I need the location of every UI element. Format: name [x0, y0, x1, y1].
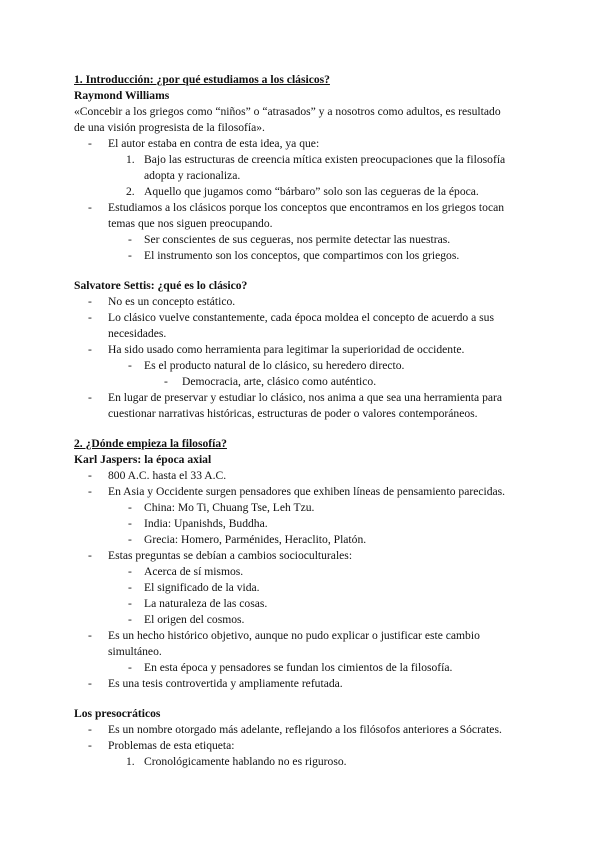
list-item: - Problemas de esta etiqueta: — [88, 739, 235, 752]
presocraticos-title: Los presocráticos — [74, 707, 161, 720]
numbered-item: 2. Aquello que jugamos como “bárbaro” solo son las cegueras de la época. — [126, 185, 479, 198]
dash-marker: - — [88, 137, 92, 150]
list-item-continuation: simultáneo. — [108, 645, 162, 658]
list-item: - En Asia y Occidente surgen pensadores que exhiben líneas de pensamiento parecidas. — [88, 485, 506, 498]
numbered-item: 1. Cronológicamente hablando no es riguroso. — [126, 755, 347, 768]
dash-marker: - — [88, 311, 92, 324]
list-item: - Lo clásico vuelve constantemente, cada época moldea el concepto de acuerdo a sus — [88, 311, 494, 324]
section-2-heading: 2. ¿Dónde empieza la filosofía? — [74, 437, 227, 450]
williams-quote-line-1: «Concebir a los griegos como “niños” o “atrasados” y a nosotros como adultos, es resultado — [74, 105, 501, 118]
sub-list-item: - Ser conscientes de sus cegueras, nos permite detectar las nuestras. — [128, 233, 451, 246]
section-1-heading: 1. Introducción: ¿por qué estudiamos a los clásicos? — [74, 73, 330, 86]
dash-marker: - — [88, 739, 92, 752]
dash-marker: - — [128, 581, 132, 594]
number-marker: 1. — [126, 755, 135, 768]
williams-quote-line-2: de una visión progresista de la filosofía». — [74, 121, 265, 134]
document-page — [74, 72, 534, 770]
sub-list-item: - El significado de la vida. — [128, 581, 260, 594]
sub-list-item: - Acerca de sí mismos. — [128, 565, 244, 578]
dash-marker: - — [128, 597, 132, 610]
dash-marker: - — [128, 613, 132, 626]
dash-marker: - — [128, 359, 132, 372]
number-marker: 2. — [126, 185, 135, 198]
list-item: - Ha sido usado como herramienta para legitimar la superioridad de occidente. — [88, 343, 465, 356]
dash-marker: - — [88, 295, 92, 308]
dash-marker: - — [164, 375, 168, 388]
number-marker: 1. — [126, 153, 135, 166]
settis-title: Salvatore Settis: ¿qué es lo clásico? — [74, 279, 248, 292]
list-item: - Es una tesis controvertida y ampliamente refutada. — [88, 677, 343, 690]
sub-list-item: - En esta época y pensadores se fundan los cimientos de la filosofía. — [128, 661, 453, 674]
list-item-continuation: temas que nos siguen preocupando. — [108, 217, 273, 230]
dash-marker: - — [88, 469, 92, 482]
dash-marker: - — [88, 549, 92, 562]
list-item: - Estas preguntas se debían a cambios socioculturales: — [88, 549, 353, 562]
dash-marker: - — [128, 501, 132, 514]
sub-list-item: - India: Upanishds, Buddha. — [128, 517, 268, 530]
sub-list-item: - La naturaleza de las cosas. — [128, 597, 268, 610]
dash-marker: - — [128, 233, 132, 246]
dash-marker: - — [88, 391, 92, 404]
list-item: - El autor estaba en contra de esta idea, ya que: — [88, 137, 320, 150]
jaspers-title: Karl Jaspers: la época axial — [74, 453, 212, 466]
sub-list-item: - El instrumento son los conceptos, que compartimos con los griegos. — [128, 249, 460, 262]
sub-list-item: - China: Mo Ti, Chuang Tse, Leh Tzu. — [128, 501, 315, 514]
list-item: - Estudiamos a los clásicos porque los conceptos que encontramos en los griegos tocan — [88, 201, 505, 214]
dash-marker: - — [88, 677, 92, 690]
sub-list-item: - Grecia: Homero, Parménides, Heraclito, Platón. — [128, 533, 367, 546]
numbered-item: 1. Bajo las estructuras de creencia mítica existen preocupaciones que la filosofía — [126, 153, 506, 166]
list-item-continuation: cuestionar narrativas históricas, estructuras de poder o valores contemporáneos. — [108, 407, 478, 420]
list-item: - No es un concepto estático. — [88, 295, 236, 308]
list-item: - Es un nombre otorgado más adelante, reflejando a los filósofos anteriores a Sócrates. — [88, 723, 502, 736]
sub-list-item: - El origen del cosmos. — [128, 613, 245, 626]
dash-marker: - — [128, 565, 132, 578]
dash-marker: - — [88, 485, 92, 498]
dash-marker: - — [88, 723, 92, 736]
list-item: - Es un hecho histórico objetivo, aunque no pudo explicar o justificar este cambio — [88, 629, 480, 642]
dash-marker: - — [128, 661, 132, 674]
numbered-item-continuation: adopta y racionaliza. — [144, 169, 241, 182]
dash-marker: - — [128, 533, 132, 546]
list-item: - 800 A.C. hasta el 33 A.C. — [88, 469, 227, 482]
williams-title: Raymond Williams — [74, 89, 170, 102]
list-item: - En lugar de preservar y estudiar lo clásico, nos anima a que sea una herramienta para — [88, 391, 503, 404]
dash-marker: - — [88, 343, 92, 356]
sub-list-item: - Es el producto natural de lo clásico, su heredero directo. — [128, 359, 405, 372]
sub-sub-list-item: - Democracia, arte, clásico como auténtico. — [164, 375, 377, 388]
dash-marker: - — [128, 517, 132, 530]
dash-marker: - — [128, 249, 132, 262]
dash-marker: - — [88, 629, 92, 642]
list-item-continuation: necesidades. — [108, 327, 167, 340]
dash-marker: - — [88, 201, 92, 214]
